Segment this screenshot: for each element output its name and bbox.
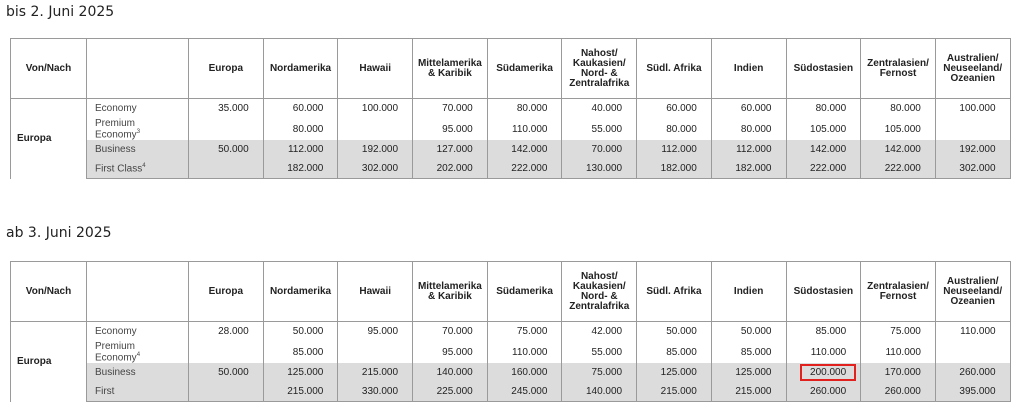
miles-cell [562, 99, 637, 119]
miles-value: 130.000 [585, 163, 623, 175]
destination-header: Zentralasien/ Fernost [861, 262, 936, 322]
miles-cell [413, 382, 488, 402]
miles-value: 110.000 [512, 123, 548, 135]
miles-cell [413, 99, 488, 119]
miles-cell [637, 159, 712, 179]
miles-value: 80.000 [292, 123, 324, 135]
miles-value: 85.000 [666, 346, 697, 358]
miles-cell [711, 99, 786, 119]
miles-value: 110.000 [960, 326, 996, 337]
miles-cell [562, 159, 637, 179]
destination-header: Südostasien [786, 39, 861, 99]
miles-value: 125.000 [660, 367, 697, 379]
class-header [87, 262, 189, 322]
footnote-marker: 3 [136, 129, 141, 135]
miles-cell [562, 118, 637, 140]
miles-value: 50.000 [218, 144, 249, 156]
miles-cell [338, 159, 413, 179]
miles-cell [861, 341, 936, 363]
miles-value: 85.000 [292, 346, 324, 358]
miles-value: 142.000 [884, 144, 921, 156]
footnote-marker: 4 [136, 352, 141, 358]
destination-header: Nahost/ Kaukasien/ Nord- & Zentralafrika [562, 39, 637, 99]
miles-value: 80.000 [516, 103, 548, 114]
miles-value: 395.000 [959, 386, 996, 398]
miles-cell [338, 341, 413, 363]
class-header [87, 39, 189, 99]
fare-row [11, 363, 1011, 382]
miles-cell [637, 341, 712, 363]
miles-value: 80.000 [815, 103, 847, 114]
miles-value: 182.000 [735, 163, 772, 175]
miles-cell [935, 118, 1010, 140]
miles-cell [786, 363, 861, 382]
miles-value: 215.000 [361, 367, 399, 379]
miles-cell [263, 341, 338, 363]
miles-cell [637, 322, 712, 342]
miles-value: 125.000 [287, 367, 324, 379]
miles-value: 70.000 [591, 144, 623, 156]
fare-row [11, 341, 1011, 363]
miles-cell [562, 140, 637, 159]
destination-header: Südl. Afrika [637, 262, 712, 322]
miles-cell [786, 140, 861, 159]
miles-cell [786, 341, 861, 363]
miles-cell [413, 341, 488, 363]
miles-value: 42.000 [591, 326, 623, 337]
miles-cell [637, 363, 712, 382]
miles-cell [786, 159, 861, 179]
cabin-class-label: Premium Economy [95, 341, 137, 364]
miles-cell [637, 118, 712, 140]
miles-value: 260.000 [884, 386, 921, 398]
miles-value: 192.000 [959, 144, 996, 156]
destination-header: Europa [189, 262, 264, 322]
origin-cell [11, 99, 87, 179]
miles-value: 202.000 [436, 163, 473, 175]
miles-cell [935, 363, 1010, 382]
miles-value: 105.000 [884, 123, 921, 135]
destination-header: Südl. Afrika [637, 39, 712, 99]
miles-cell [861, 159, 936, 179]
miles-value: 215.000 [287, 386, 324, 398]
cabin-class-label: Economy [95, 326, 137, 337]
miles-value: 140.000 [585, 386, 623, 398]
miles-value: 75.000 [516, 326, 548, 337]
miles-value: 182.000 [287, 163, 324, 175]
miles-value: 35.000 [218, 103, 249, 114]
miles-cell [861, 322, 936, 342]
highlighted-miles-value: 200.000 [800, 364, 856, 381]
miles-cell [263, 99, 338, 119]
miles-cell [413, 363, 488, 382]
miles-cell [189, 363, 264, 382]
cabin-class-cell [87, 99, 189, 119]
award-table-from-june-3 [10, 261, 1011, 402]
destination-header: Australien/ Neuseeland/ Ozeanien [935, 262, 1010, 322]
destination-header: Zentralasien/ Fernost [861, 39, 936, 99]
miles-value: 215.000 [735, 386, 772, 398]
miles-cell [487, 140, 562, 159]
cabin-class-label: First [95, 386, 115, 398]
miles-cell [189, 140, 264, 159]
miles-cell [487, 382, 562, 402]
cabin-class-cell [87, 363, 189, 382]
miles-cell [562, 363, 637, 382]
miles-value: 125.000 [735, 367, 772, 379]
miles-cell [338, 140, 413, 159]
miles-cell [562, 341, 637, 363]
cabin-class-cell [87, 159, 189, 179]
miles-value: 127.000 [436, 144, 473, 156]
miles-cell [861, 382, 936, 402]
destination-header: Indien [711, 262, 786, 322]
cabin-class-cell [87, 140, 189, 159]
miles-cell [338, 363, 413, 382]
miles-cell [263, 382, 338, 402]
miles-cell [935, 99, 1010, 119]
fare-row [11, 159, 1011, 179]
miles-cell [711, 118, 786, 140]
miles-value: 302.000 [361, 163, 399, 175]
miles-value: 55.000 [591, 346, 623, 358]
miles-value: 215.000 [660, 386, 697, 398]
miles-cell [786, 99, 861, 119]
miles-cell [487, 322, 562, 342]
miles-value: 50.000 [666, 326, 697, 337]
miles-value: 302.000 [959, 163, 996, 175]
miles-value: 222.000 [884, 163, 921, 175]
miles-cell [562, 382, 637, 402]
miles-value: 85.000 [815, 326, 847, 337]
cabin-class-label: First Class [95, 163, 143, 175]
miles-value: 142.000 [511, 144, 548, 156]
cabin-class-cell [87, 341, 189, 363]
miles-cell [786, 382, 861, 402]
origin-label: Europa [17, 133, 52, 145]
miles-value: 112.000 [661, 144, 697, 156]
heading-until-june-2: bis 2. Juni 2025 [6, 4, 115, 20]
miles-cell [711, 140, 786, 159]
miles-value: 50.000 [740, 326, 772, 337]
cabin-class-label: Economy [95, 103, 137, 114]
miles-value: 60.000 [740, 103, 772, 114]
miles-value: 112.000 [736, 144, 772, 156]
miles-value: 260.000 [959, 367, 996, 379]
miles-value: 95.000 [367, 326, 399, 337]
miles-value: 222.000 [810, 163, 847, 175]
destination-header: Mittelamerika & Karibik [413, 39, 488, 99]
miles-value: 260.000 [810, 386, 847, 398]
miles-cell [189, 159, 264, 179]
miles-value: 75.000 [890, 326, 921, 337]
fare-row [11, 140, 1011, 159]
award-table-until-june-2 [10, 38, 1011, 179]
header-row [11, 262, 1011, 322]
miles-value: 80.000 [890, 103, 921, 114]
origin-label: Europa [17, 356, 52, 368]
cabin-class-cell [87, 382, 189, 402]
miles-value: 70.000 [442, 103, 473, 114]
destination-header: Südostasien [786, 262, 861, 322]
miles-value: 140.000 [436, 367, 473, 379]
miles-cell [338, 99, 413, 119]
miles-value: 112.000 [287, 144, 324, 156]
destination-header: Nordamerika [263, 39, 338, 99]
miles-cell [861, 99, 936, 119]
miles-value: 110.000 [512, 346, 548, 358]
miles-value: 160.000 [511, 367, 548, 379]
miles-value: 100.000 [959, 103, 996, 114]
miles-value: 222.000 [511, 163, 548, 175]
miles-cell [189, 322, 264, 342]
destination-header: Indien [711, 39, 786, 99]
miles-value: 50.000 [292, 326, 324, 337]
miles-cell [786, 322, 861, 342]
miles-cell [786, 118, 861, 140]
miles-value: 75.000 [591, 367, 623, 379]
miles-value: 192.000 [361, 144, 399, 156]
miles-cell [562, 322, 637, 342]
miles-cell [711, 322, 786, 342]
origin-cell [11, 322, 87, 402]
miles-cell [711, 159, 786, 179]
miles-cell [413, 140, 488, 159]
miles-value: 80.000 [740, 123, 772, 135]
miles-cell [263, 140, 338, 159]
fare-row [11, 322, 1011, 342]
cabin-class-label: Business [95, 367, 136, 379]
destination-header: Hawaii [338, 262, 413, 322]
miles-value: 330.000 [361, 386, 399, 398]
destination-header: Mittelamerika & Karibik [413, 262, 488, 322]
miles-cell [263, 363, 338, 382]
miles-value: 40.000 [591, 103, 623, 114]
destination-header: Südamerika [487, 39, 562, 99]
destination-header: Hawaii [338, 39, 413, 99]
miles-value: 100.000 [361, 103, 399, 114]
miles-cell [263, 322, 338, 342]
miles-cell [189, 99, 264, 119]
miles-value: 60.000 [292, 103, 324, 114]
miles-cell [413, 159, 488, 179]
miles-cell [935, 140, 1010, 159]
miles-value: 70.000 [442, 326, 473, 337]
fare-row [11, 118, 1011, 140]
miles-cell [711, 382, 786, 402]
miles-cell [935, 159, 1010, 179]
miles-cell [487, 99, 562, 119]
miles-value: 95.000 [442, 123, 473, 135]
miles-value: 142.000 [810, 144, 847, 156]
miles-cell [861, 363, 936, 382]
miles-cell [189, 341, 264, 363]
miles-cell [487, 363, 562, 382]
footnote-marker: 4 [142, 163, 146, 170]
miles-value: 95.000 [442, 346, 473, 358]
miles-cell [935, 341, 1010, 363]
miles-value: 245.000 [511, 386, 548, 398]
miles-value: 85.000 [740, 346, 772, 358]
miles-cell [338, 382, 413, 402]
miles-value: 182.000 [660, 163, 697, 175]
miles-cell [413, 322, 488, 342]
miles-cell [487, 159, 562, 179]
miles-cell [189, 382, 264, 402]
miles-cell [637, 382, 712, 402]
miles-value: 60.000 [666, 103, 697, 114]
miles-value: 50.000 [218, 367, 249, 379]
cabin-class-cell [87, 322, 189, 342]
miles-cell [637, 140, 712, 159]
miles-value: 110.000 [810, 346, 847, 358]
heading-from-june-3: ab 3. Juni 2025 [6, 225, 112, 241]
miles-value: 170.000 [884, 367, 921, 379]
miles-cell [935, 322, 1010, 342]
destination-header: Nordamerika [263, 262, 338, 322]
miles-value: 105.000 [810, 123, 847, 135]
corner-header: Von/Nach [11, 39, 87, 99]
miles-cell [487, 118, 562, 140]
destination-header: Australien/ Neuseeland/ Ozeanien [935, 39, 1010, 99]
miles-value: 110.000 [885, 346, 921, 358]
cabin-class-label: Premium Economy [95, 118, 137, 141]
miles-cell [263, 159, 338, 179]
miles-cell [935, 382, 1010, 402]
miles-cell [338, 322, 413, 342]
cabin-class-label: Business [95, 144, 136, 156]
miles-cell [861, 140, 936, 159]
destination-header: Südamerika [487, 262, 562, 322]
miles-value: 80.000 [666, 123, 697, 135]
destination-header: Europa [189, 39, 264, 99]
miles-cell [637, 99, 712, 119]
miles-cell [189, 118, 264, 140]
miles-cell [338, 118, 413, 140]
miles-value: 225.000 [436, 386, 473, 398]
miles-cell [263, 118, 338, 140]
miles-cell [711, 341, 786, 363]
header-row [11, 39, 1011, 99]
fare-row [11, 99, 1011, 119]
miles-cell [487, 341, 562, 363]
cabin-class-cell [87, 118, 189, 140]
fare-row [11, 382, 1011, 402]
corner-header: Von/Nach [11, 262, 87, 322]
miles-cell [711, 363, 786, 382]
miles-cell [861, 118, 936, 140]
destination-header: Nahost/ Kaukasien/ Nord- & Zentralafrika [562, 262, 637, 322]
miles-cell [413, 118, 488, 140]
miles-value: 55.000 [591, 123, 623, 135]
miles-value: 28.000 [218, 326, 249, 337]
